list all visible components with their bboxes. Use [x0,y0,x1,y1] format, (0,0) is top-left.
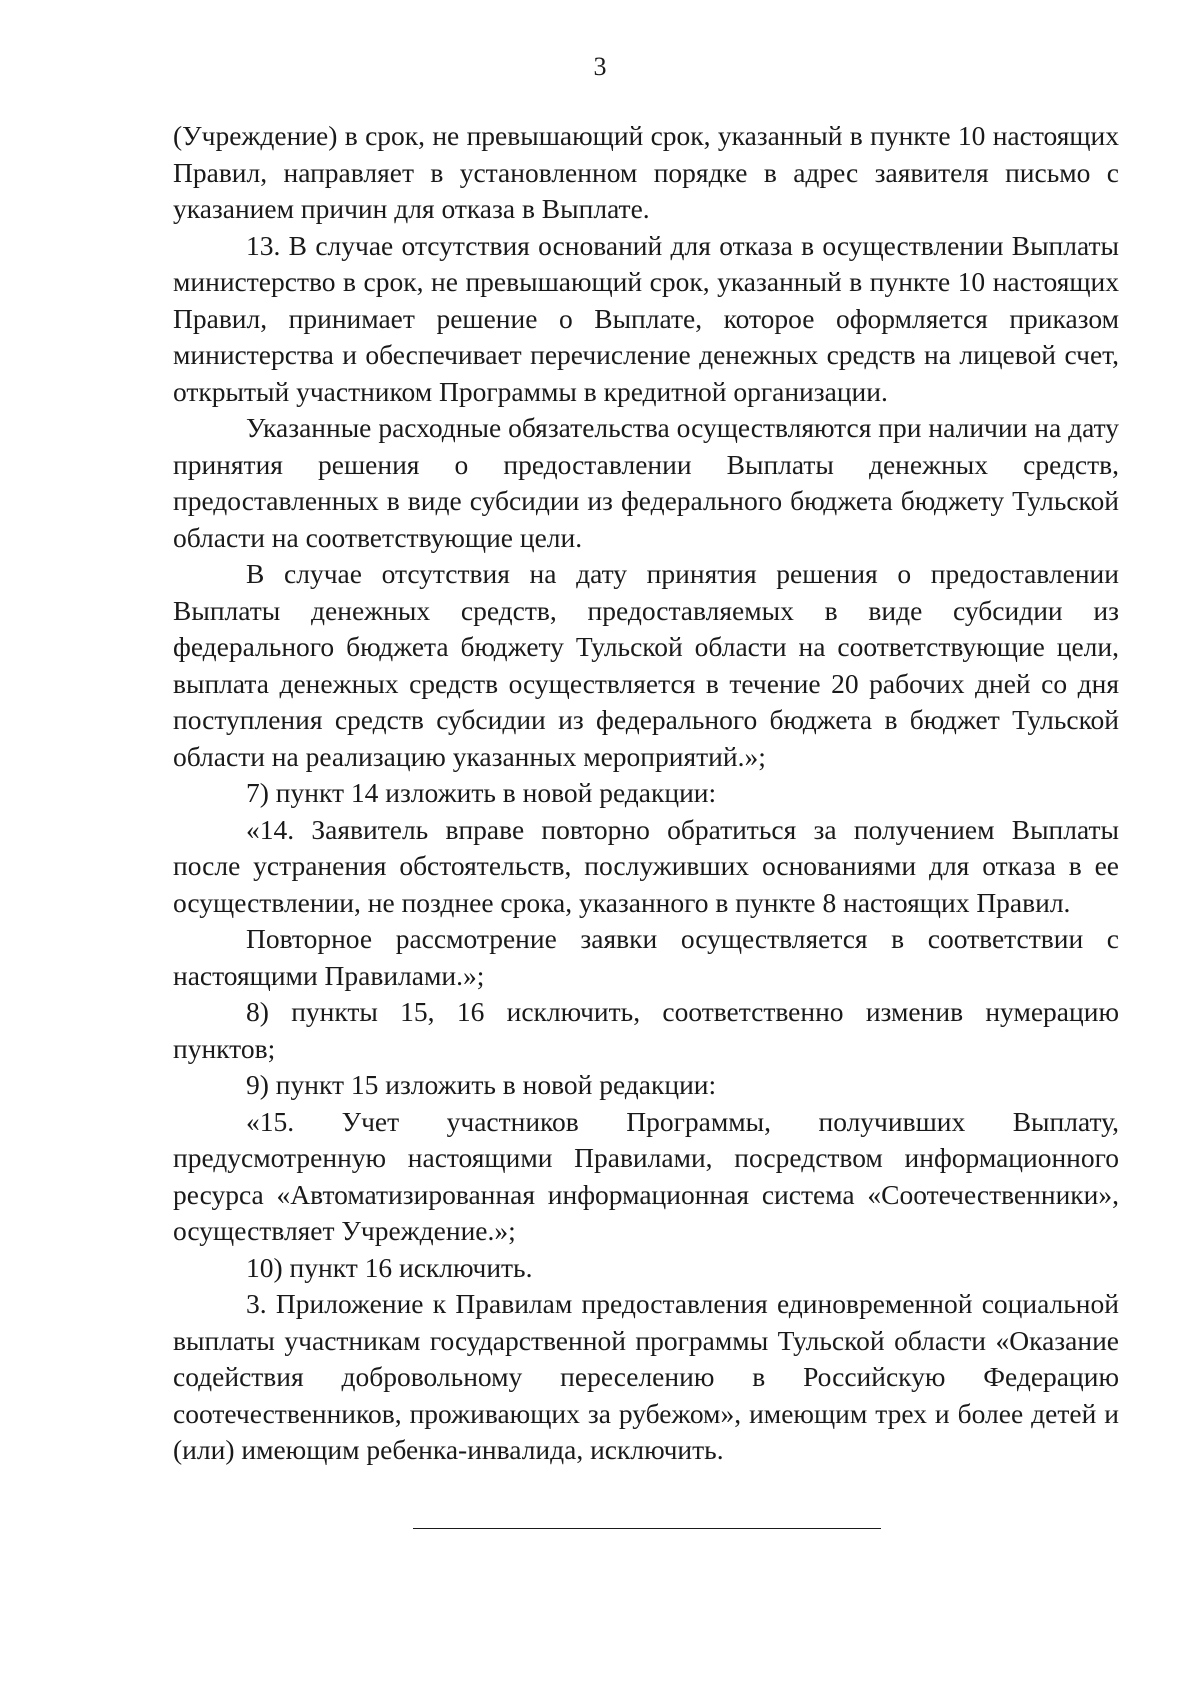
paragraph-5: 7) пункт 14 изложить в новой редакции: [246,777,717,808]
paragraph-4: В случае отсутствия на дату принятия решения о предоставлении Выплаты денежных средств, предоставляемых в виде субсидии из федерального бюджета бюджету Тульской области на соответствующие цели, выплата денежных средств осуществляется в течение 20 рабочих дней со дня поступления средств субсидии из федерального бюджета в бюджет Тульской области на реализацию указанных мероприятий.»; [173,558,1119,772]
page-number: 3 [593,52,607,81]
end-of-document-rule [413,1528,881,1529]
paragraph-9: 9) пункт 15 изложить в новой редакции: [246,1069,717,1100]
document-body [173,118,1119,1469]
paragraph-12: 3. Приложение к Правилам предоставления единовременной социальной выплаты участникам государственной программы Тульской области «Оказание содействия добровольному переселению в Российскую Федерацию соотечественников, проживающих за рубежом», имеющим трех и более детей и (или) имеющим ребенка-инвалида, исключить. [173,1288,1119,1465]
paragraph-11: 10) пункт 16 исключить. [246,1251,533,1283]
paragraph-7: Повторное рассмотрение заявки осуществляется в соответствии с настоящими Правилами.»; [173,923,1119,991]
paragraph-6: «14. Заявитель вправе повторно обратиться за получением Выплаты после устранения обстоятельств, послуживших основаниями для отказа в ее осуществлении, не позднее срока, указанного в пункте 8 настоящих Правил. [173,813,1119,918]
paragraph-10: «15. Учет участников Программы, получивших Выплату, предусмотренную настоящими Правилами, посредством информационного ресурса «Автоматизированная информационная система «Соотечественники», осуществляет Учреждение.»; [173,1105,1119,1246]
paragraph-2: 13. В случае отсутствия оснований для отказа в осуществлении Выплаты министерство в срок, не превышающий срок, указанный в пункте 10 настоящих Правил, принимает решение о Выплате, которое оформляется приказом министерства и обеспечивает перечисление денежных средств на лицевой счет, открытый участником Программы в кредитной организации. [173,229,1119,407]
paragraph-3: Указанные расходные обязательства осуществляются при наличии на дату принятия решения о предоставлении Выплаты денежных средств, предоставленных в виде субсидии из федерального бюджета бюджету Тульской области на соответствующие цели. [173,412,1119,553]
paragraph-1: (Учреждение) в срок, не превышающий срок, указанный в пункте 10 настоящих Правил, направляет в установленном порядке в адрес заявителя письмо с указанием причин для отказа в Выплате. [173,120,1119,224]
paragraph-8: 8) пункты 15, 16 исключить, соответственно изменив нумерацию пунктов; [173,996,1119,1064]
